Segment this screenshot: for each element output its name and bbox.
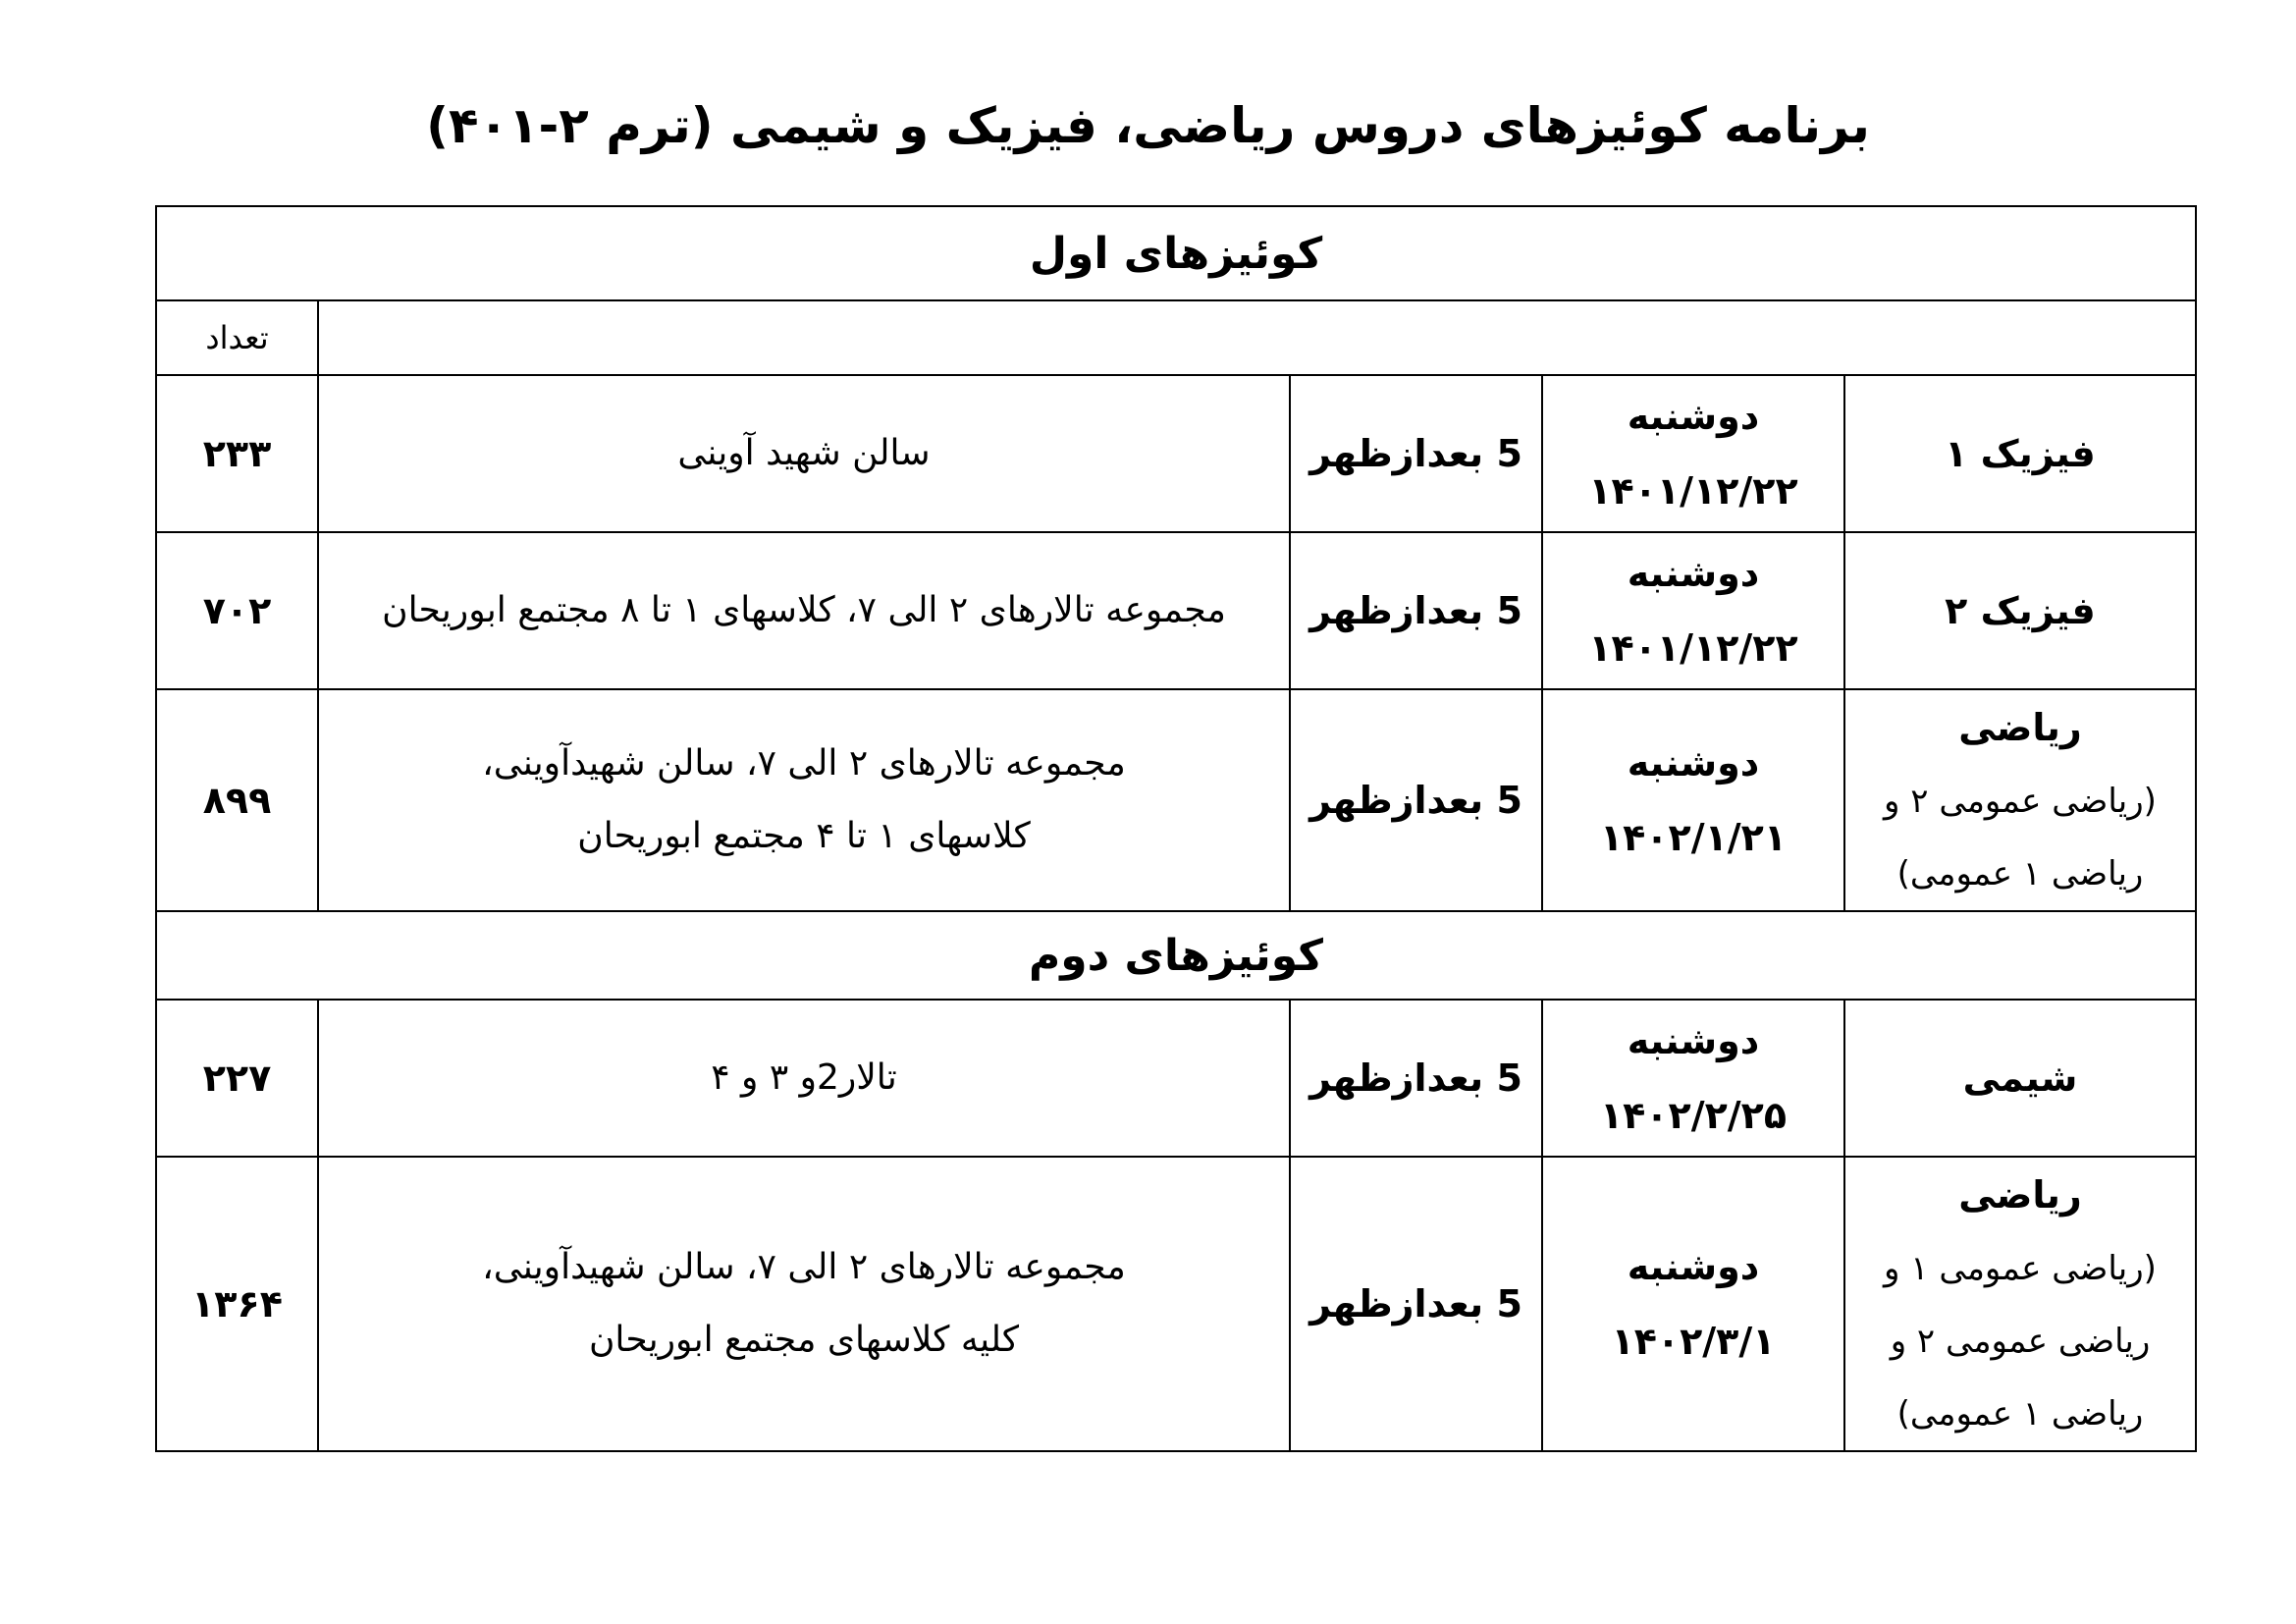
time-cell: 5 بعدازظهر [1290,375,1542,532]
count-header: تعداد [156,300,318,375]
count-cell: ۷۰۲ [156,532,318,689]
time-cell: 5 بعدازظهر [1290,689,1542,911]
place-line: کلیه کلاسهای مجتمع ابوریحان [588,1320,1020,1360]
date: ۱۴۰۲/۲/۲۵ [1599,1094,1788,1137]
count-cell: ۲۲۷ [156,1000,318,1157]
page-title: برنامه کوئیزهای دروس ریاضی، فیزیک و شیمی (ترم ۲-۴۰۱) [426,97,1870,154]
course-cell [1844,1157,2196,1451]
count-cell: ۱۳۶۴ [156,1157,318,1451]
course-name: شیمی [1962,1056,2078,1100]
date-cell [1542,689,1844,911]
place-cell [318,375,1290,532]
course-detail: (ریاضی عمومی ۱ و [1884,1249,2157,1288]
date-cell [1542,1157,1844,1451]
place-cell [318,689,1290,911]
weekday: دوشنبه [1627,1245,1760,1288]
table-row [156,1000,2196,1157]
table-row [156,1157,2196,1451]
table-row [156,532,2196,689]
course-detail: (ریاضی عمومی ۲ و [1884,782,2157,821]
time-cell: 5 بعدازظهر [1290,532,1542,689]
blank-header-cell [318,300,2196,375]
date: ۱۴۰۲/۳/۱ [1611,1320,1776,1363]
date: ۱۴۰۲/۱/۲۱ [1599,816,1788,859]
place-line: کلاسهای ۱ تا ۴ مجتمع ابوریحان [577,816,1031,856]
table-row [156,689,2196,911]
column-header-row [156,300,2196,375]
weekday: دوشنبه [1627,741,1760,785]
count-cell: ۸۹۹ [156,689,318,911]
date-cell [1542,375,1844,532]
place-line: تالار2و ۳ و ۴ [711,1057,897,1098]
section-heading-row [156,206,2196,300]
course-detail: ریاضی ۱ عمومی) [1896,854,2144,893]
course-detail: ریاضی ۱ عمومی) [1896,1394,2144,1434]
place-line: مجموعه تالارهای ۲ الی ۷، سالن شهیدآوینی، [482,1247,1126,1287]
date-cell [1542,1000,1844,1157]
count-cell: ۲۳۳ [156,375,318,532]
place-line: مجموعه تالارهای ۲ الی ۷، سالن شهیدآوینی، [482,743,1126,784]
course-name: ریاضی [1958,1173,2082,1217]
weekday: دوشنبه [1627,552,1760,595]
table-row [156,375,2196,532]
weekday: دوشنبه [1627,1019,1760,1062]
place-cell [318,1157,1290,1451]
course-name: فیزیک ۲ [1945,589,2096,632]
time-cell: 5 بعدازظهر [1290,1157,1542,1451]
course-cell [1844,1000,2196,1157]
place-line: سالن شهید آوینی [677,433,931,473]
date: ۱۴۰۱/۱۲/۲۲ [1588,469,1798,513]
course-cell [1844,689,2196,911]
course-name: ریاضی [1958,706,2082,749]
place-cell [318,532,1290,689]
section-heading: کوئیزهای دوم [156,911,2196,1000]
course-detail: ریاضی عمومی ۲ و [1890,1322,2151,1361]
section-heading: کوئیزهای اول [156,206,2196,300]
place-line: مجموعه تالارهای ۲ الی ۷، کلاسهای ۱ تا ۸ مجتمع ابوریحان [382,590,1226,630]
course-name: فیزیک ۱ [1945,432,2096,475]
course-cell [1844,375,2196,532]
place-cell [318,1000,1290,1157]
date-cell [1542,532,1844,689]
weekday: دوشنبه [1627,395,1760,438]
section-heading-row [156,911,2196,1000]
quiz-schedule-table [155,205,2197,1452]
date: ۱۴۰۱/۱۲/۲۲ [1588,626,1798,670]
time-cell: 5 بعدازظهر [1290,1000,1542,1157]
course-cell [1844,532,2196,689]
